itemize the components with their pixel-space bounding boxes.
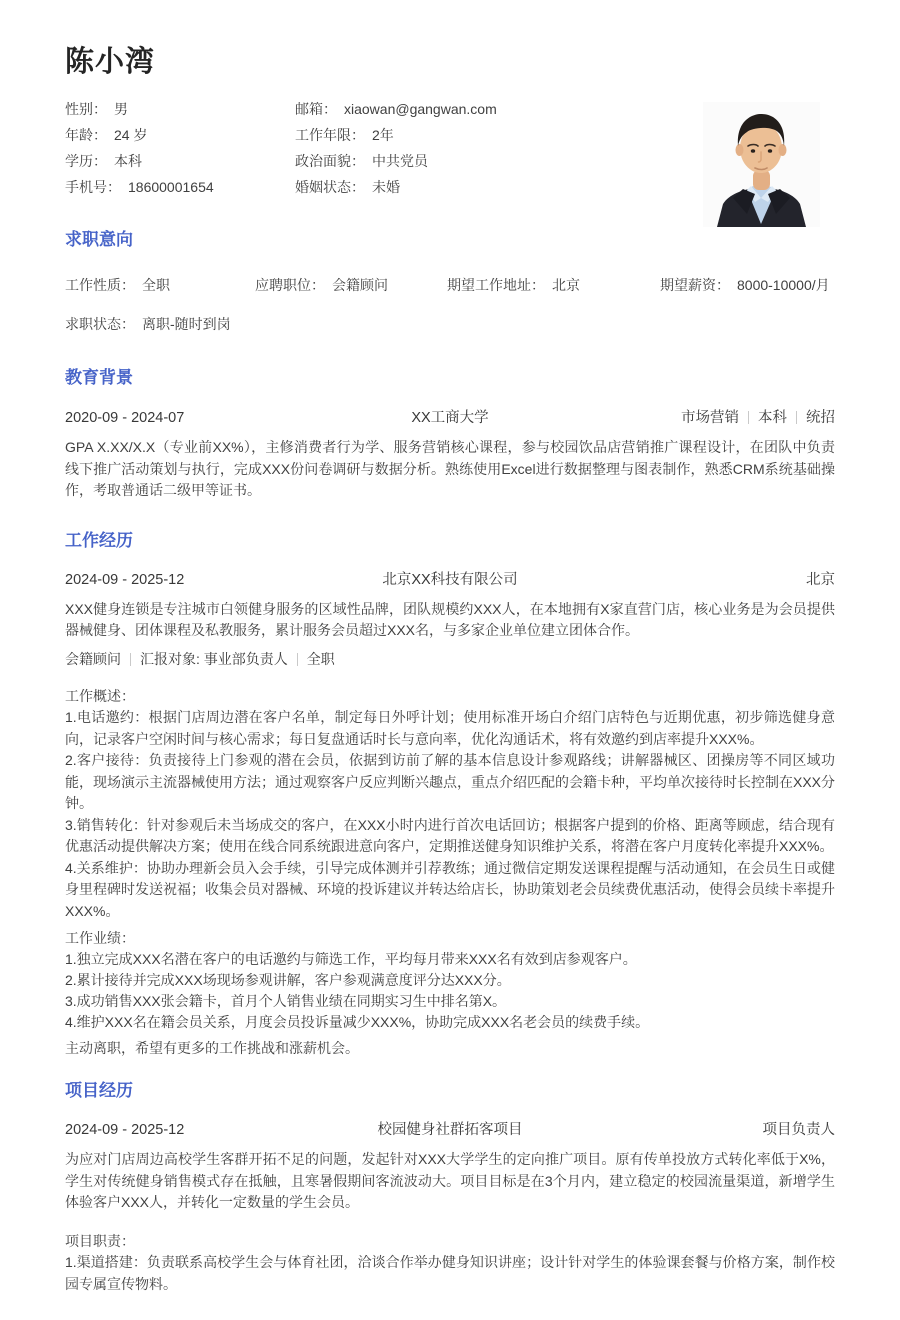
- info-field-political-status: [295, 148, 625, 174]
- portrait-photo-icon: [703, 102, 820, 227]
- divider: [130, 653, 131, 666]
- field-label: 期望薪资：: [660, 277, 730, 293]
- field-value: 中共党员: [372, 153, 428, 169]
- field-label: 婚姻状态：: [295, 179, 365, 195]
- field-label: 工作年限：: [295, 127, 365, 143]
- section-project-experience: [65, 1080, 835, 1295]
- project-duties-title: 项目职责：: [65, 1232, 135, 1249]
- section-job-intention: [65, 229, 835, 335]
- report-to: 汇报对象: 事业部负责人: [140, 650, 288, 667]
- info-field-phone: [65, 174, 295, 200]
- field-value: 18600001654: [128, 179, 214, 195]
- education-meta-row: [65, 408, 835, 429]
- field-value: 北京: [552, 277, 580, 293]
- info-field-marital-status: [295, 174, 625, 200]
- field-label: 性别：: [65, 101, 107, 117]
- work-location: 北京: [806, 571, 835, 588]
- info-field-gender: [65, 96, 295, 122]
- divider: [748, 411, 749, 424]
- work-duty-item: 3.销售转化：针对参观后未当场成交的客户，在XXX小时内进行首次电话回访；根据客户提到的价格、距离等顾虑，结合现有优惠活动提供解决方案；使用在线合同系统跟进意向客户，定期推送健身知识维护关系，将潜在客户月度转化率提升XXX%。: [65, 816, 835, 854]
- education-admission-type: 统招: [806, 410, 835, 426]
- field-label: 求职状态：: [65, 316, 135, 332]
- field-label: 邮箱：: [295, 101, 337, 117]
- field-value: 离职-随时到岗: [142, 316, 231, 332]
- job-intention-row: [65, 275, 835, 296]
- work-achievement-item: 1.独立完成XXX名潜在客户的电话邀约与筛选工作，平均每月带来XXX名有效到店参观客户。: [65, 951, 637, 967]
- field-label: 应聘职位：: [255, 277, 325, 293]
- project-meta-row: [65, 1120, 835, 1141]
- education-degree: 本科: [758, 410, 787, 426]
- project-intro: 为应对门店周边高校学生客群开拓不足的问题，发起针对XXX大学学生的定向推广项目。原有传单投放方式转化率低于X%，学生对传统健身销售模式存在抵触，且寒暑假期间客流波动大。项目目标是在3个月内，建立稳定的校园流量渠道，新增学生体验客户XXX人，并转化一定数量的学生会员。: [65, 1151, 835, 1210]
- field-value: 男: [114, 101, 128, 117]
- project-period: 2024-09 - 2025-12: [65, 1122, 185, 1138]
- project-name: 校园健身社群拓客项目: [377, 1122, 523, 1138]
- field-label: 工作性质：: [65, 277, 135, 293]
- work-company: 北京XX科技有限公司: [382, 571, 518, 588]
- section-title-job-intention: 求职意向: [65, 230, 133, 249]
- field-label: 政治面貌：: [295, 153, 365, 169]
- field-value: 会籍顾问: [332, 277, 388, 293]
- project-role: 项目负责人: [762, 1122, 835, 1138]
- field-label: 学历：: [65, 153, 107, 169]
- section-work-experience: [65, 530, 835, 1060]
- section-education: [65, 367, 835, 502]
- field-value: 8000-10000/月: [737, 277, 830, 293]
- education-description: GPA X.XX/X.X（专业前XX%），主修消费者行为学、服务营销核心课程，参与校园饮品店营销推广课程设计，在团队中负责线下推广活动策划与执行，完成XXX份问卷调研与数据分析。熟练使用Excel进行数据整理与图表制作，熟悉CRM系统基础操作，考取普通话二级甲等证书。: [65, 439, 835, 498]
- field-target-location: [447, 275, 660, 296]
- divider: [796, 411, 797, 424]
- work-achievement-item: 2.累计接待并完成XXX场现场参观讲解，客户参观满意度评分达XXX分。: [65, 972, 511, 988]
- field-value: xiaowan@gangwan.com: [344, 101, 497, 117]
- field-job-status: [65, 314, 835, 335]
- field-value: 本科: [114, 153, 142, 169]
- position-job-type: 全职: [306, 650, 335, 667]
- company-intro: XXX健身连锁是专注城市白领健身服务的区域性品牌，团队规模约XXX人，在本地拥有X家直营门店，核心业务是为会员提供器械健身、团体课程及私教服务，累计服务会员超过XXX名，与多家企业单位建立团体合作。: [65, 600, 835, 638]
- education-period: 2020-09 - 2024-07: [65, 410, 185, 426]
- project-duties-block: [65, 1231, 835, 1296]
- info-field-degree: [65, 148, 295, 174]
- field-target-position: [255, 275, 447, 296]
- field-value: 24 岁: [114, 127, 148, 143]
- work-duty-item: 1.电话邀约：根据门店周边潜在客户名单，制定每日外呼计划；使用标准开场白介绍门店特色与近期优惠，初步筛选健身意向，记录客户空闲时间与核心需求；每日复盘通话时长与意向率，优化沟通话术，将有效邀约到店率提升XXX%。: [65, 709, 835, 747]
- field-label: 期望工作地址：: [447, 277, 545, 293]
- field-label: 手机号：: [65, 179, 121, 195]
- section-title-project-experience: 项目经历: [65, 1081, 133, 1100]
- position-title: 会籍顾问: [65, 650, 121, 667]
- info-field-experience-years: [295, 122, 625, 148]
- work-achievements-block: [65, 928, 835, 1033]
- education-school: XX工商大学: [411, 410, 489, 426]
- info-field-email: [295, 96, 625, 122]
- info-field-age: [65, 122, 295, 148]
- work-period: 2024-09 - 2025-12: [65, 571, 185, 588]
- field-job-type: [65, 275, 255, 296]
- work-duty-item: 2.客户接待：负责接待上门参观的潜在会员，依据到访前了解的基本信息设计参观路线；讲解器械区、团操房等不同区域功能，现场演示主流器械使用方法；通过观察客户反应判断兴趣点，重点介绍匹配的会籍卡种，平均单次接待时长控制在XXX分钟。: [65, 752, 836, 811]
- section-title-education: 教育背景: [65, 368, 133, 387]
- field-value: 2年: [372, 127, 394, 143]
- resume-page: [0, 45, 900, 1320]
- education-tags: [595, 408, 835, 429]
- project-duty-item: 1.渠道搭建：负责联系高校学生会与体育社团，洽谈合作举办健身知识讲座；设计针对学生的体验课套餐与价格方案，制作校园专属宣传物料。: [65, 1254, 835, 1292]
- work-duty-item: 4.关系维护：协助办理新会员入会手续，引导完成体测并引荐教练；通过微信定期发送课程提醒与活动通知，在会员生日或健身里程碑时发送祝福；收集会员对器械、环境的投诉建议并转达给店长，协助策划老会员续费优惠活动，使得会员续卡率提升XXX%。: [65, 859, 835, 919]
- candidate-name: 陈小湾: [65, 46, 156, 78]
- work-achievements-title: 工作业绩：: [65, 930, 135, 946]
- candidate-photo: [703, 102, 820, 227]
- basic-info-grid: [65, 96, 625, 200]
- position-row: [65, 649, 835, 670]
- leave-reason: 主动离职，希望有更多的工作挑战和涨薪机会。: [65, 1040, 359, 1056]
- field-label: 年龄：: [65, 127, 107, 143]
- section-title-work-experience: 工作经历: [65, 530, 133, 550]
- field-value: 未婚: [372, 179, 400, 195]
- divider: [297, 653, 298, 666]
- field-value: 全职: [142, 277, 170, 293]
- work-meta-row: [65, 570, 835, 591]
- field-expected-salary: [660, 275, 835, 296]
- education-major: 市场营销: [681, 410, 739, 426]
- work-overview-title: 工作概述：: [65, 687, 135, 704]
- work-achievement-item: 4.维护XXX名在籍会员关系，月度会员投诉量减少XXX%，协助完成XXX名老会员的续费手续。: [65, 1014, 650, 1030]
- work-achievement-item: 3.成功销售XXX张会籍卡，首月个人销售业绩在同期实习生中排名第X。: [65, 993, 507, 1009]
- work-overview-block: [65, 686, 835, 923]
